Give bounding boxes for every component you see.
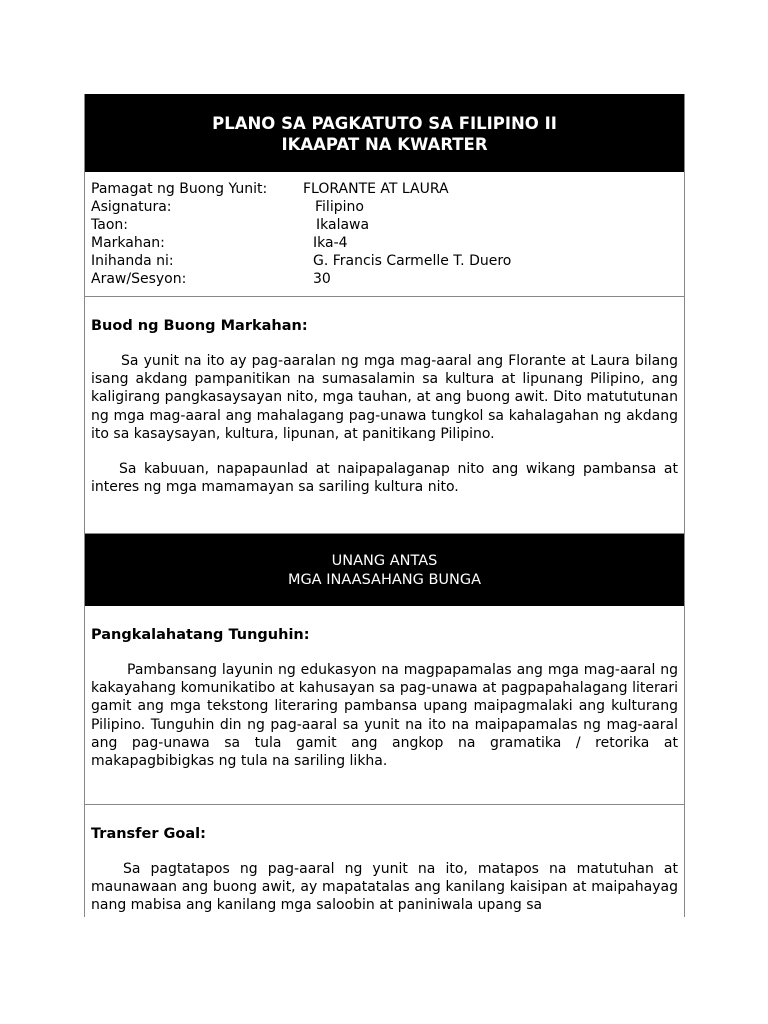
title-banner <box>84 94 685 172</box>
section-heading: Transfer Goal: <box>91 826 206 842</box>
info-label: Pamagat ng Buong Yunit: <box>91 181 268 197</box>
section-heading: Buod ng Buong Markahan: <box>91 318 308 334</box>
info-value: Ika-4 <box>313 235 348 251</box>
info-value: G. Francis Carmelle T. Duero <box>313 253 512 269</box>
info-label: Asignatura: <box>91 199 172 215</box>
info-row-inihanda <box>91 252 678 270</box>
title-line-2: IKAAPAT NA KWARTER <box>281 135 488 154</box>
info-value: 30 <box>313 271 331 287</box>
info-label: Inihanda ni: <box>91 253 174 269</box>
paragraph: Sa yunit na ito ay pag-aaralan ng mga mag-aaral ang Florante at Laura bilang isang akdang pampanitikan na sumasalamin sa kultura at lipunang Pilipino, ang kaligirang pangkasaysayan nito, mga tauhan, at ang buong awit. Dito matututunan ng mga mag-aaral ang mahalagang pag-unawa tungkol sa kahalagahan ng akdang ito sa kasaysayan, kultura, lipunan, at panitikang Pilipino. <box>91 353 678 442</box>
info-label: Markahan: <box>91 235 165 251</box>
info-value: Filipino <box>315 199 364 215</box>
antas-line-2: MGA INAASAHANG BUNGA <box>287 572 482 588</box>
title-line-1: PLANO SA PAGKATUTO SA FILIPINO II <box>212 114 557 133</box>
info-value: FLORANTE AT LAURA <box>303 181 449 197</box>
buod-section <box>84 297 685 534</box>
info-label: Taon: <box>91 217 128 233</box>
info-row-araw <box>91 270 678 288</box>
info-row-pamagat <box>91 180 678 198</box>
info-label: Araw/Sesyon: <box>91 271 187 287</box>
paragraph: Sa kabuuan, napapaunlad at naipapalaganap nito ang wikang pambansa at interes ng mga mamamayan sa sariling kultura nito. <box>91 461 678 496</box>
paragraph: Pambansang layunin ng edukasyon na magpapamalas ang mga mag-aaral ng kakayahang komunikatibo at kahusayan sa pag-unawa at pagpapahalagang literari gamit ang mga tekstong literaring pambansa upang maipagmalaki ang kulturang Pilipino. Tunguhin din ng pag-aaral sa yunit na ito na maipapamalas ng mag-aaral ang pag-unawa sa tula gamit ang angkop na gramatika / retorika at makapagbibigkas ng tula na sariling likha. <box>91 662 678 770</box>
lesson-plan-document <box>84 94 685 917</box>
info-section <box>84 172 685 297</box>
info-row-asignatura <box>91 198 678 216</box>
section-heading: Pangkalahatang Tunguhin: <box>91 627 310 643</box>
info-value: Ikalawa <box>316 217 370 233</box>
antas-banner <box>84 534 685 606</box>
antas-line-1: UNANG ANTAS <box>331 553 438 569</box>
paragraph: Sa pagtatapos ng pag-aaral ng yunit na ito, matapos na matutuhan at maunawaan ang buong awit, ay mapatatalas ang kanilang kaisipan at maipahayag nang mabisa ang kanilang mga saloobin at paniniwala upang sa <box>91 861 678 914</box>
info-row-taon <box>91 216 678 234</box>
tunguhin-section <box>84 606 685 805</box>
info-row-markahan <box>91 234 678 252</box>
transfer-section <box>84 805 685 917</box>
